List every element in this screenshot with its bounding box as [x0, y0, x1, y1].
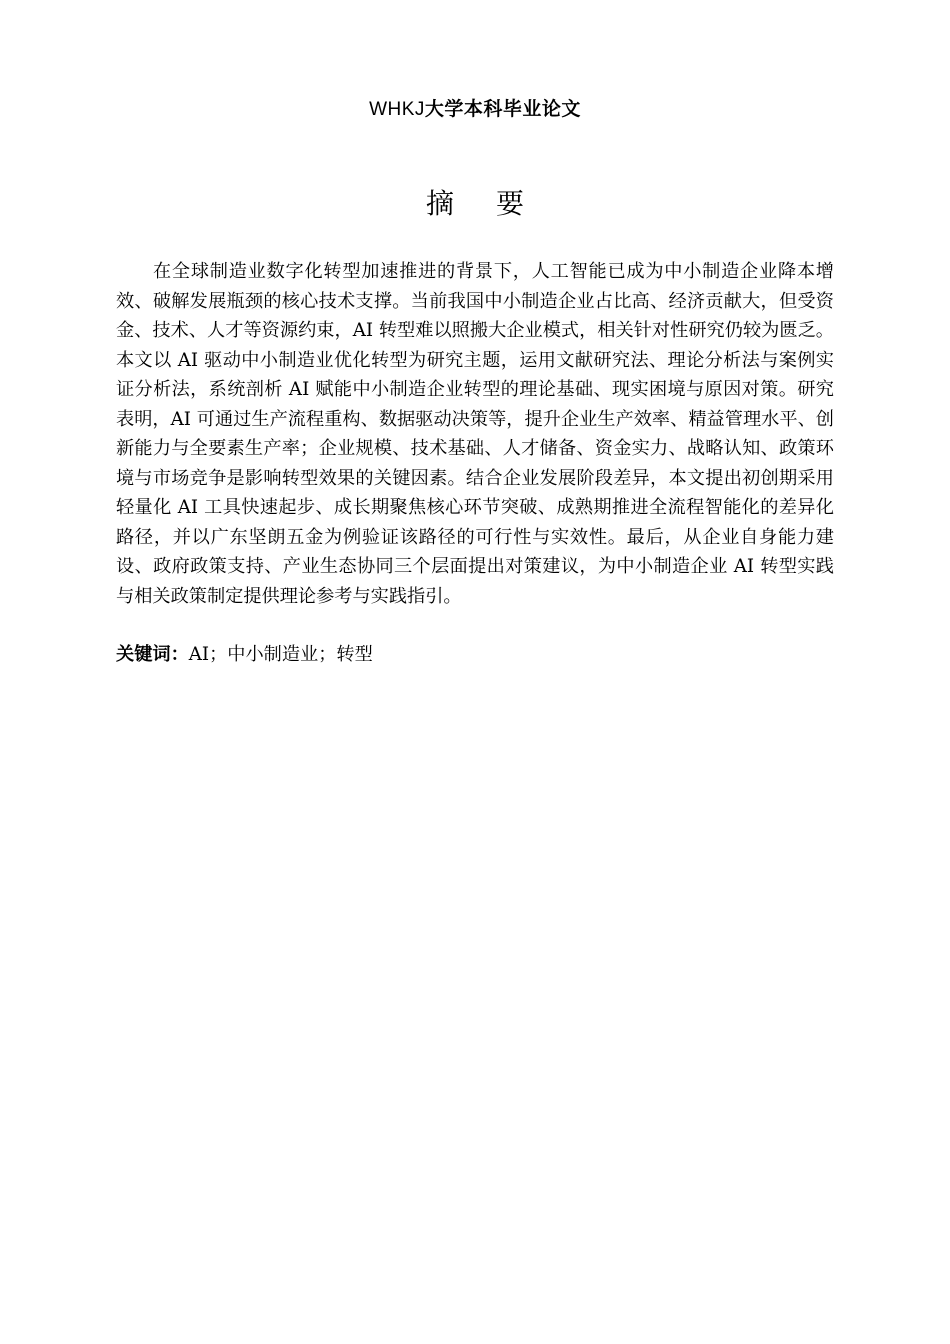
keywords-line — [116, 641, 834, 669]
header-code: WHKJ — [369, 99, 425, 120]
keywords-label: 关键词： — [116, 644, 189, 665]
keywords-value: AI；中小制造业；转型 — [188, 644, 373, 665]
abstract-body: 在全球制造业数字化转型加速推进的背景下，人工智能已成为中小制造企业降本增效、破解发展瓶颈的核心技术支撑。当前我国中小制造企业占比高、经济贡献大，但受资金、技术、人才等资源约束，AI 转型难以照搬大企业模式，相关针对性研究仍较为匮乏。本文以 AI 驱动中小制造业优化转型为研究主题，运用文献研究法、理论分析法与案例实证分析法，系统剖析 AI 赋能中小制造企业转型的理论基础、现实困境与原因对策。研究表明，AI 可通过生产流程重构、数据驱动决策等，提升企业生产效率、精益管理水平、创新能力与全要素生产率；企业规模、技术基础、人才储备、资金实力、战略认知、政策环境与市场竞争是影响转型效果的关键因素。结合企业发展阶段差异，本文提出初创期采用轻量化 AI 工具快速起步、成长期聚焦核心环节突破、成熟期推进全流程智能化的差异化路径，并以广东坚朗五金为例验证该路径的可行性与实效性。最后，从企业自身能力建设、政府政策支持、产业生态协同三个层面提出对策建议，为中小制造企业 AI 转型实践与相关政策制定提供理论参考与实践指引。 — [116, 261, 834, 607]
running-header — [0, 96, 950, 123]
header-school-name: 大学本科毕业论文 — [424, 98, 581, 120]
abstract-title: 摘要 — [425, 187, 566, 220]
